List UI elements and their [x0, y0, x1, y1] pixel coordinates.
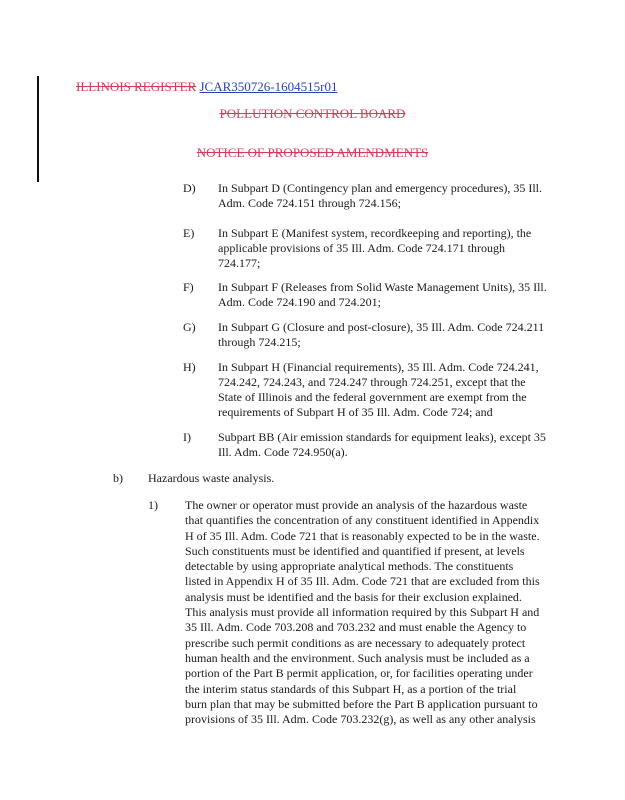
- item-text: In Subpart F (Releases from Solid Waste Management Units), 35 Ill. Adm. Code 724.190 and 724.201;: [218, 280, 547, 309]
- item-text: In Subpart G (Closure and post-closure), 35 Ill. Adm. Code 724.211 through 724.215;: [218, 320, 545, 349]
- item-label: F): [183, 280, 194, 294]
- item-label: E): [183, 226, 195, 240]
- board-title: [0, 106, 625, 122]
- item-text: In Subpart D (Contingency plan and emergency procedures), 35 Ill. Adm. Code 724.151 through 724.156;: [218, 181, 543, 210]
- item-label: I): [183, 430, 191, 444]
- notice-title: [0, 145, 625, 161]
- item-label: D): [183, 181, 196, 195]
- item-text: In Subpart H (Financial requirements), 35 Ill. Adm. Code 724.241, 724.242, 724.243, and 724.247 through 724.251, except that the State of Illinois and the federal government are exempt from the requirements of Subpart H of 35 Ill. Adm. Code 724; and: [218, 360, 539, 419]
- board-title-text: POLLUTION CONTROL BOARD: [219, 106, 406, 121]
- item-text: In Subpart E (Manifest system, recordkeeping and reporting), the applicable provisions of 35 Ill. Adm. Code 724.171 through 724.177;: [218, 226, 532, 270]
- item-text: Subpart BB (Air emission standards for equipment leaks), except 35 Ill. Adm. Code 724.950(a).: [218, 430, 546, 459]
- section-b-label: b): [113, 471, 123, 485]
- paragraph-1-label: 1): [148, 498, 158, 512]
- item-label: H): [183, 360, 196, 374]
- section-b-heading: Hazardous waste analysis.: [148, 471, 275, 485]
- register-code: JCAR350726-1604515r01: [199, 79, 338, 94]
- item-label: G): [183, 320, 196, 334]
- register-label: ILLINOIS REGISTER: [76, 79, 197, 94]
- revision-change-bar: [37, 76, 39, 182]
- notice-title-text: NOTICE OF PROPOSED AMENDMENTS: [196, 145, 429, 160]
- paragraph-1-text: The owner or operator must provide an analysis of the hazardous waste that quantifies the concentration of any constituent identified in Appendix H of 35 Ill. Adm. Code 721 that is reasonably expected to be in the waste. Such constituents must be identified and quantified if present, at levels detectable by using appropriate analytical methods. The constituents listed in Appendix H of 35 Ill. Adm. Code 721 that are excluded from this analysis must be identified and the basis for their exclusion explained. This analysis must provide all information required by this Subpart H and 35 Ill. Adm. Code 703.208 and 703.232 and must enable the Agency to prescribe such permit conditions as are necessary to adequately protect human health and the environment. Such analysis must be included as a portion of the Part B permit application, or, for facilities operating under the interim status standards of this Subpart H, as a portion of the trial burn plan that may be submitted before the Part B application pursuant to provisions of 35 Ill. Adm. Code 703.232(g), as well as any other analysis: [185, 498, 540, 727]
- register-header: [76, 79, 337, 95]
